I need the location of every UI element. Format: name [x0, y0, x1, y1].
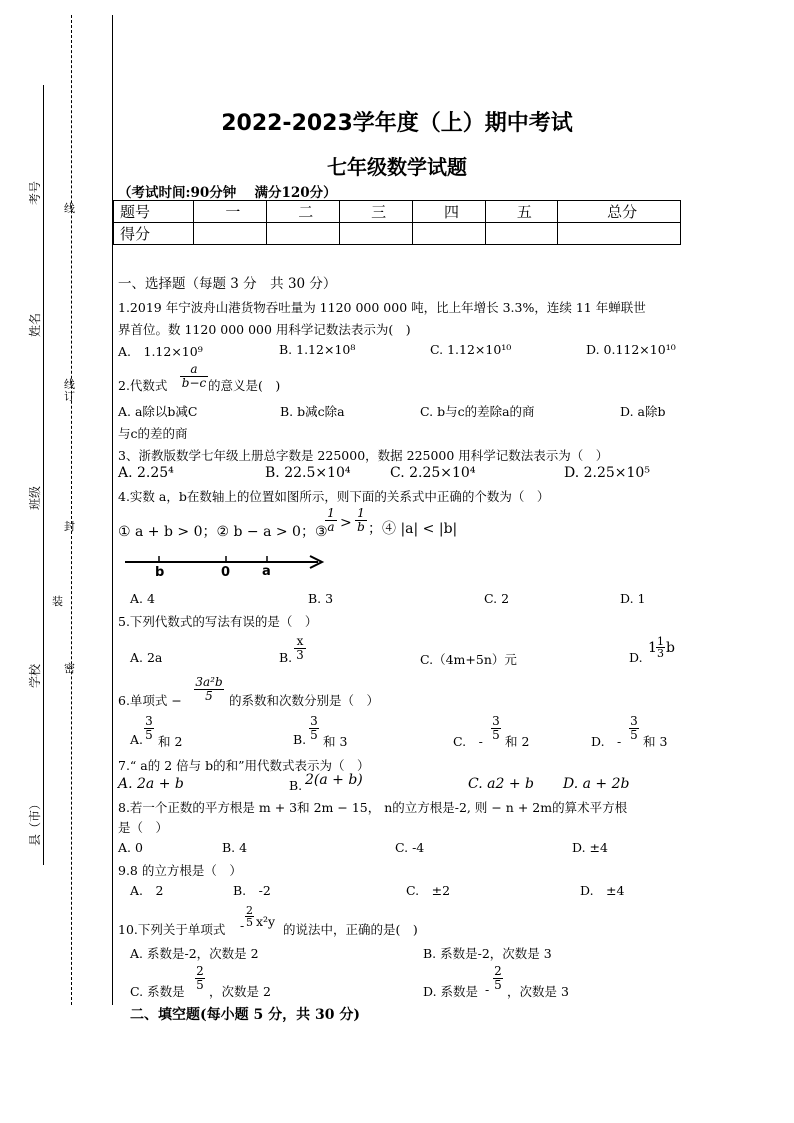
side-char-mi: 密 — [64, 662, 75, 675]
q10-option-d-fraction — [493, 965, 503, 992]
exam-info: （考试时间:90分钟 满分120分） — [118, 185, 337, 201]
q5-d-num: 1 — [657, 635, 664, 648]
q10-expr-fraction — [245, 905, 254, 928]
q10-d-den: 5 — [494, 978, 502, 992]
axis-label-b: b — [155, 565, 165, 580]
q7-option-d: D. a + 2b — [563, 776, 630, 792]
q8-line2: 是（ ） — [118, 820, 169, 835]
q5-option-d-prefix: D. — [629, 650, 643, 665]
q10-option-c-suffix: ，次数是 2 — [209, 984, 271, 999]
q6-prefix: 6.单项式 − — [118, 693, 182, 708]
q10-option-b: B. 系数是-2，次数是 3 — [423, 946, 552, 961]
q2-option-b: B. b减c除a — [280, 404, 345, 419]
score-cell: 四 — [412, 201, 485, 223]
q5-option-b-prefix: B. — [279, 650, 293, 665]
q6-option-d-suffix: 和 3 — [643, 734, 668, 749]
q10-prefix: 10.下列关于单项式 — [118, 922, 226, 937]
q4-gt: > — [340, 515, 352, 531]
q5-text: 5.下列代数式的写法有误的是（ ） — [118, 614, 318, 629]
q6-option-a-suffix: 和 2 — [158, 734, 183, 749]
q9-option-c: C. ±2 — [406, 883, 451, 898]
side-char-ding: 订 — [64, 390, 75, 403]
page-title: 2022-2023学年度（上）期中考试 — [221, 111, 573, 136]
q7-option-b: 2(a + b) — [305, 772, 363, 788]
q4-option-d: D. 1 — [620, 591, 646, 606]
q6-option-d-fraction — [629, 715, 639, 742]
q4-fraction-1 — [325, 507, 337, 534]
side-char-zhuang: 装 — [52, 595, 63, 608]
q1-line1: 1.2019 年宁波舟山港货物吞吐量为 1120 000 000 吨，比上年增长 3.3%，连续 11 年蝉联世 — [118, 300, 646, 315]
q6-d-den: 5 — [630, 728, 638, 742]
q6-b-num: 3 — [310, 714, 318, 728]
q6-fraction — [194, 676, 224, 703]
q6-option-c-suffix: 和 2 — [505, 734, 530, 749]
q5-option-d-var: b — [666, 640, 675, 656]
q9-text: 9.8 的立方根是（ ） — [118, 863, 242, 878]
score-cell-label: 得分 — [114, 223, 194, 245]
score-cell: 总分 — [558, 201, 681, 223]
axis-label-0: 0 — [221, 565, 231, 580]
score-input-cell[interactable] — [558, 223, 681, 245]
q2-fraction — [180, 363, 208, 390]
q6-option-d-prefix: D. - — [591, 734, 622, 749]
q6-option-c-fraction — [491, 715, 501, 742]
q6-option-b-fraction — [309, 715, 319, 742]
q6-a-num: 3 — [145, 714, 153, 728]
q6-option-b-prefix: B. — [293, 732, 307, 747]
q3-text: 3、浙教版数学七年级上册总字数是 225000，数据 225000 用科学记数法表示为（ ） — [118, 448, 609, 463]
q2-option-d: D. a除b — [620, 404, 666, 419]
q4-option-c: C. 2 — [484, 591, 510, 606]
q6-a-den: 5 — [145, 728, 153, 742]
q10-d-num: 2 — [494, 964, 502, 978]
q6-frac-num: 3a²b — [195, 675, 223, 689]
q10-option-d-sign: - — [485, 982, 490, 997]
section1-heading: 一、选择题（每题 3 分 共 30 分） — [118, 276, 337, 292]
score-input-cell[interactable] — [485, 223, 558, 245]
section2-heading: 二、填空题(每小题 5 分，共 30 分) — [130, 1007, 360, 1023]
q8-option-a: A. 0 — [118, 840, 143, 855]
q10-c-num: 2 — [196, 964, 204, 978]
score-input-cell[interactable] — [339, 223, 412, 245]
q2-option-d-cont: 与c的差的商 — [118, 426, 188, 441]
q5-b-num: x — [294, 635, 306, 649]
side-label-xian-shi: 县（市） — [28, 797, 42, 846]
score-cell: 一 — [194, 201, 267, 223]
score-table-header-row — [114, 201, 681, 223]
score-input-cell[interactable] — [194, 223, 267, 245]
q10-option-d-suffix: ，次数是 3 — [507, 984, 569, 999]
q6-b-den: 5 — [310, 728, 318, 742]
binding-line-left — [43, 85, 44, 865]
q4-conditions-a: ① a + b > 0；② b − a > 0；③ — [118, 524, 328, 540]
q6-c-den: 5 — [492, 728, 500, 742]
score-cell-label: 题号 — [114, 201, 194, 223]
q10-option-c-fraction — [195, 965, 205, 992]
q10-expr-den: 5 — [246, 916, 253, 929]
score-input-cell[interactable] — [412, 223, 485, 245]
q4-conditions-b: ；④ |a| < |b| — [368, 521, 458, 537]
q7-option-a: A. 2a + b — [118, 776, 184, 792]
q9-option-d: D. ±4 — [580, 883, 625, 898]
q10-suffix: 的说法中，正确的是( ) — [283, 922, 418, 937]
q10-c-den: 5 — [196, 978, 204, 992]
score-cell: 五 — [485, 201, 558, 223]
q10-expr-num: 2 — [246, 904, 253, 917]
side-label-banji: 班级 — [28, 485, 42, 510]
q10-expr-var: x²y — [256, 914, 276, 929]
side-char-xian2: 线 — [64, 378, 75, 391]
q8-line1: 8.若一个正数的平方根是 m + 3和 2m − 15， n的立方根是-2, 则 − n + 2m的算术平方根 — [118, 800, 628, 815]
score-input-cell[interactable] — [266, 223, 339, 245]
q5-d-den: 3 — [657, 647, 664, 660]
side-char-xian: 线 — [64, 202, 75, 215]
q6-option-a-prefix: A. — [130, 732, 144, 747]
q2-frac-num: a — [180, 363, 208, 377]
q5-option-a: A. 2a — [130, 650, 163, 665]
side-label-kaohao: 考号 — [28, 180, 42, 205]
q5-option-c: C.（4m+5n）元 — [420, 652, 517, 667]
q4-f2-num: 1 — [355, 507, 367, 521]
q5-option-d-fraction — [656, 636, 665, 659]
q1-option-b: B. 1.12×10⁸ — [279, 342, 356, 357]
q6-option-a-fraction — [144, 715, 154, 742]
q6-suffix: 的系数和次数分别是（ ） — [229, 693, 380, 708]
q1-option-d: D. 0.112×10¹⁰ — [586, 342, 676, 357]
q4-option-a: A. 4 — [130, 591, 155, 606]
q5-b-den: 3 — [296, 648, 304, 662]
q9-option-b: B. -2 — [233, 883, 271, 898]
q2-frac-den: b−c — [181, 376, 207, 390]
side-char-feng: 封 — [64, 520, 75, 533]
q4-option-b: B. 3 — [308, 591, 334, 606]
score-table-score-row — [114, 223, 681, 245]
q4-text: 4.实数 a，b在数轴上的位置如图所示，则下面的关系式中正确的个数为（ ） — [118, 489, 550, 504]
q6-frac-den: 5 — [205, 689, 213, 703]
q3-option-c: C. 2.25×10⁴ — [390, 465, 476, 481]
q4-fraction-2 — [355, 507, 367, 534]
q10-expr-sign: - — [240, 918, 245, 933]
q6-c-num: 3 — [492, 714, 500, 728]
q2-option-c: C. b与c的差除a的商 — [420, 404, 535, 419]
score-cell: 三 — [339, 201, 412, 223]
q4-f1-den: a — [327, 520, 335, 534]
q2-prefix: 2.代数式 — [118, 378, 168, 393]
q1-line2: 界首位。数 1120 000 000 用科学记数法表示为( ) — [118, 322, 411, 337]
q6-d-num: 3 — [630, 714, 638, 728]
q3-option-d: D. 2.25×10⁵ — [564, 465, 650, 481]
q6-option-b-suffix: 和 3 — [323, 734, 348, 749]
axis-label-a: a — [262, 564, 271, 579]
score-cell: 二 — [266, 201, 339, 223]
page-subtitle: 七年级数学试题 — [327, 155, 467, 179]
q2-option-a: A. a除以b减C — [118, 404, 198, 419]
q5-option-b-fraction — [294, 635, 306, 662]
q2-suffix: 的意义是( ) — [208, 378, 281, 393]
side-label-xuexiao: 学校 — [28, 663, 42, 688]
q4-f2-den: b — [357, 520, 365, 534]
q8-option-b: B. 4 — [222, 840, 248, 855]
q10-option-a: A. 系数是-2，次数是 2 — [130, 946, 259, 961]
q3-option-b: B. 22.5×10⁴ — [265, 465, 351, 481]
q10-option-c-prefix: C. 系数是 — [130, 984, 185, 999]
q9-option-a: A. 2 — [130, 883, 164, 898]
q3-option-a: A. 2.25⁴ — [118, 465, 174, 481]
q5-option-d-whole: 1 — [648, 640, 657, 656]
side-label-xingming: 姓名 — [28, 312, 42, 337]
q4-f1-num: 1 — [325, 507, 337, 521]
q7-option-b-prefix: B. — [289, 778, 303, 793]
score-table — [113, 200, 681, 245]
q7-option-c: C. a2 + b — [468, 776, 534, 792]
q6-option-c-prefix: C. - — [453, 734, 483, 749]
q8-option-d: D. ±4 — [572, 840, 608, 855]
q1-option-c: C. 1.12×10¹⁰ — [430, 342, 512, 357]
q8-option-c: C. -4 — [395, 840, 425, 855]
q7-text: 7.“ a的 2 倍与 b的和”用代数式表示为（ ） — [118, 758, 370, 773]
q10-option-d-prefix: D. 系数是 — [423, 984, 479, 999]
q1-option-a: A. 1.12×10⁹ — [118, 344, 203, 359]
